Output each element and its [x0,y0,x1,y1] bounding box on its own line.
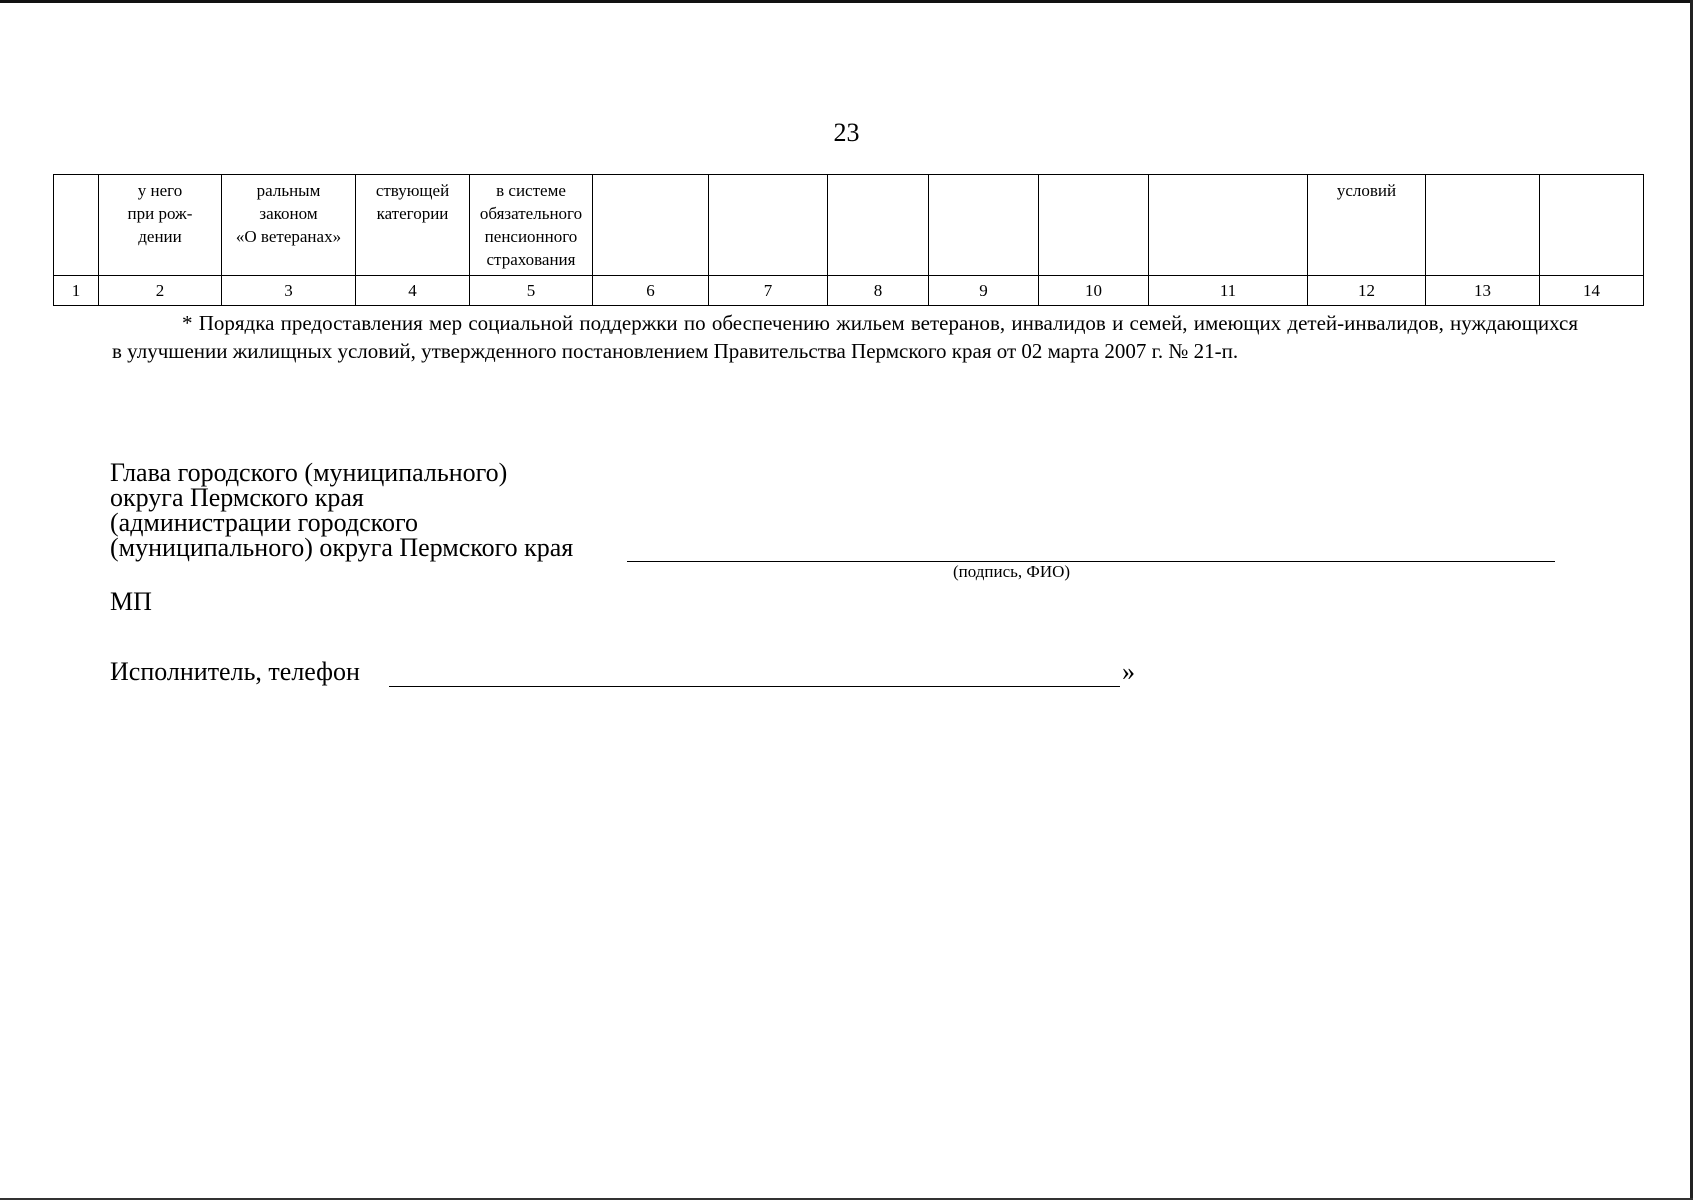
table-column-number: 11 [1149,276,1308,306]
table-header-cell [1039,175,1149,276]
table-column-number: 9 [929,276,1039,306]
table-column-number: 12 [1308,276,1426,306]
signature-block [110,460,573,560]
table-header-text: у него [137,181,183,200]
table-header-cell [99,175,222,276]
footnote: * Порядка предоставления мер социальной поддержки по обеспечению жильем ветеранов, инвалидов и семей, имеющих детей-инвалидов, нуждающихся в улучшении жилищных условий, утвержденного постановлением Правительства Пермского края от 02 марта 2007 г. № 21-п. [112,311,1578,363]
table-header-text: в системе [496,181,566,200]
table-column-number: 7 [709,276,828,306]
table-header-cell [1308,175,1426,276]
table-header-row [54,175,1644,276]
signature-line: (администрации городского [110,508,418,537]
table-column-number: 14 [1540,276,1644,306]
table-header-text: ствующей [375,181,450,200]
table-column-number: 2 [99,276,222,306]
executor-label: Исполнитель, телефон [110,657,360,686]
stamp-label: МП [110,587,152,616]
page-number: 23 [833,118,860,147]
table-header-text: при рож- [127,204,193,223]
table-header-text: дении [138,227,182,246]
table-header-text: страхования [486,250,576,269]
table-header-cell [828,175,929,276]
table-column-number: 6 [593,276,709,306]
signature-caption: (подпись, ФИО) [953,562,1071,581]
table-header-text: обязательного [479,204,583,223]
executor-closing-mark: » [1122,657,1135,686]
table-column-number: 8 [828,276,929,306]
table-header-cell [1149,175,1308,276]
table-header-text: категории [376,204,449,223]
table-header-text: законом [259,204,318,223]
signature-line: округа Пермского края [110,483,364,512]
signature-line: Глава городского (муниципального) [110,458,508,487]
table-header-cell [593,175,709,276]
table-column-number: 10 [1039,276,1149,306]
signature-underline [627,561,1555,562]
form-table [53,174,1644,306]
table-header-cell [1426,175,1540,276]
table-header-cell [54,175,99,276]
signature-line: (муниципального) округа Пермского края [110,533,574,562]
scan-edge-top [0,0,1693,3]
table-header-text: «О ветеранах» [235,227,342,246]
table-header-text: ральным [256,181,321,200]
table-header-cell [222,175,356,276]
table-header-text: пенсионного [484,227,578,246]
table-header-cell [929,175,1039,276]
table-column-number: 13 [1426,276,1540,306]
table-header-cell [470,175,593,276]
table-column-numbers-row [54,276,1644,306]
table-column-number: 4 [356,276,470,306]
table-header-cell [709,175,828,276]
table-column-number: 5 [470,276,593,306]
table-column-number: 1 [54,276,99,306]
table-header-cell [356,175,470,276]
table-header-text: условий [1336,181,1397,200]
table-header-cell [1540,175,1644,276]
executor-underline [389,686,1120,687]
table-column-number: 3 [222,276,356,306]
